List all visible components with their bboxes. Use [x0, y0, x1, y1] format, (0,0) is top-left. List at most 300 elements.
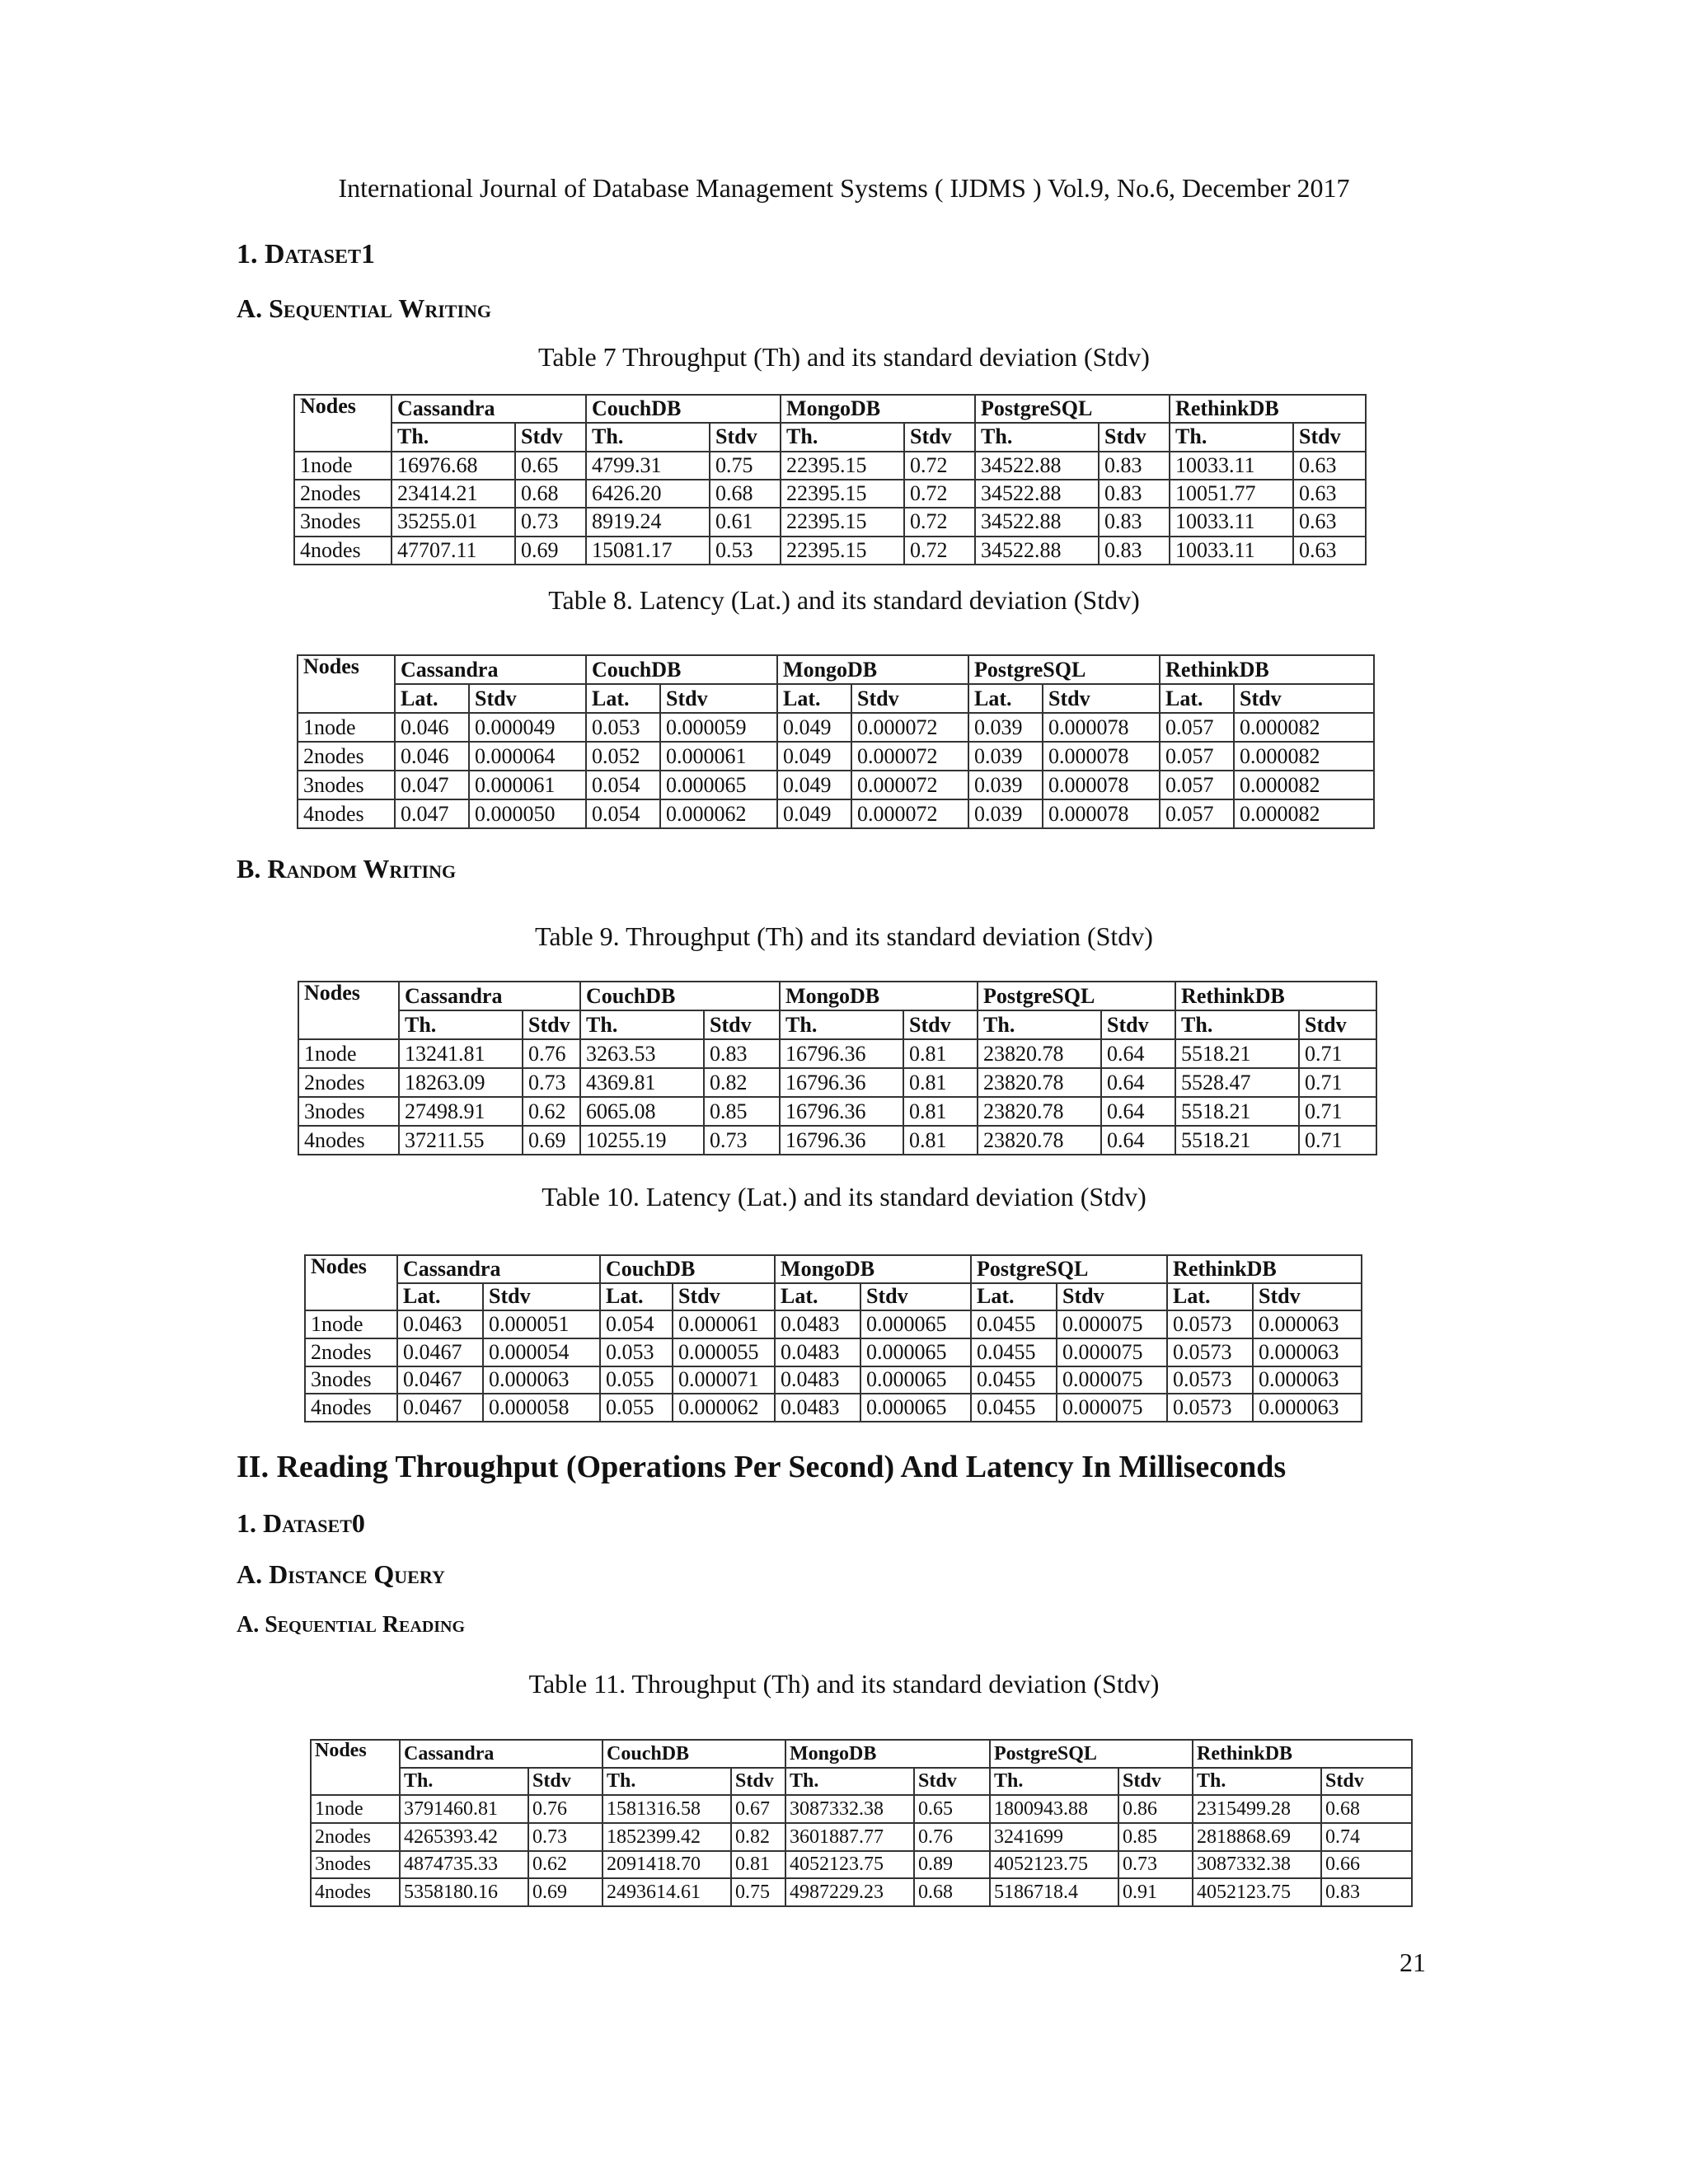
table-cell: 10051.77 — [1170, 480, 1293, 508]
subheader-cell: Th. — [392, 423, 515, 451]
table-cell: 23820.78 — [978, 1126, 1101, 1155]
subheader-cell: Lat. — [600, 1283, 673, 1311]
table-cell: 0.75 — [731, 1878, 785, 1906]
table-cell: 0.0573 — [1167, 1394, 1253, 1422]
table-cell: 0.62 — [523, 1097, 580, 1126]
page-number: 21 — [1400, 1947, 1426, 1977]
header-db: PostgreSQL — [978, 982, 1175, 1010]
subheader-cell: Stdv — [1101, 1010, 1175, 1039]
table-cell: 0.63 — [1293, 508, 1366, 536]
heading-dataset0: 1. Dataset0 — [237, 1508, 365, 1538]
header-db: CouchDB — [600, 1255, 775, 1283]
table-cell: 0.66 — [1321, 1851, 1412, 1879]
table-cell: 0.000082 — [1234, 713, 1374, 742]
header-db: PostgreSQL — [975, 395, 1170, 423]
subheader-cell: Stdv — [673, 1283, 775, 1311]
subheader-row — [294, 423, 1366, 451]
table-cell: 0.000062 — [673, 1394, 775, 1422]
table-cell: 1800943.88 — [990, 1795, 1118, 1823]
table-cell: 13241.81 — [399, 1039, 523, 1068]
table-cell: 0.82 — [704, 1068, 780, 1097]
table-cell: 0.73 — [704, 1126, 780, 1155]
row-label: 1node — [298, 1039, 399, 1068]
header-db: Cassandra — [395, 655, 586, 684]
table-cell: 4874735.33 — [400, 1851, 528, 1879]
table-cell: 4987229.23 — [785, 1878, 914, 1906]
subheader-cell: Stdv — [710, 423, 781, 451]
table-cell: 0.000078 — [1043, 713, 1160, 742]
subheader-cell: Stdv — [483, 1283, 600, 1311]
table-cell: 0.0467 — [397, 1366, 483, 1394]
row-label: 4nodes — [305, 1394, 397, 1422]
subheader-cell: Stdv — [1099, 423, 1170, 451]
table-cell: 0.053 — [600, 1338, 673, 1366]
table-cell: 0.057 — [1160, 771, 1234, 799]
table-cell: 34522.88 — [975, 452, 1099, 480]
table-cell: 5358180.16 — [400, 1878, 528, 1906]
table-row — [311, 1851, 1412, 1879]
table-row — [311, 1823, 1412, 1851]
table-cell: 23414.21 — [392, 480, 515, 508]
table-cell: 0.054 — [600, 1310, 673, 1338]
table-cell: 0.000061 — [673, 1310, 775, 1338]
table-cell: 0.0455 — [971, 1366, 1057, 1394]
table-cell: 0.000063 — [1253, 1338, 1362, 1366]
table-cell: 0.0467 — [397, 1338, 483, 1366]
table-cell: 4799.31 — [586, 452, 710, 480]
table-cell: 0.71 — [1299, 1068, 1376, 1097]
table-cell: 2493614.61 — [603, 1878, 731, 1906]
subheader-cell: Th. — [1193, 1768, 1321, 1796]
table-cell: 0.68 — [914, 1878, 990, 1906]
subheader-cell: Th. — [399, 1010, 523, 1039]
subheader-cell: Stdv — [515, 423, 586, 451]
table-cell: 0.64 — [1101, 1039, 1175, 1068]
table-11-throughput — [310, 1739, 1413, 1907]
table-cell: 3241699 — [990, 1823, 1118, 1851]
table-cell: 0.71 — [1299, 1039, 1376, 1068]
table-cell: 0.000078 — [1043, 799, 1160, 828]
table-cell: 0.000063 — [1253, 1366, 1362, 1394]
table-cell: 0.0483 — [775, 1338, 860, 1366]
table-row — [311, 1878, 1412, 1906]
table-row — [298, 742, 1374, 771]
subheader-cell: Stdv — [903, 1010, 978, 1039]
table-cell: 0.000065 — [860, 1366, 971, 1394]
table-cell: 0.75 — [710, 452, 781, 480]
table-cell: 0.049 — [777, 771, 851, 799]
table-cell: 0.71 — [1299, 1126, 1376, 1155]
subheader-cell: Th. — [975, 423, 1099, 451]
header-db: RethinkDB — [1167, 1255, 1362, 1283]
table-cell: 0.046 — [395, 713, 469, 742]
subheader-cell: Stdv — [1118, 1768, 1193, 1796]
table-cell: 22395.15 — [781, 537, 904, 565]
table-row — [305, 1366, 1362, 1394]
table-cell: 16796.36 — [780, 1126, 903, 1155]
subheader-cell: Lat. — [1160, 684, 1234, 713]
table-cell: 0.039 — [968, 771, 1043, 799]
table-cell: 2315499.28 — [1193, 1795, 1321, 1823]
table-cell: 5518.21 — [1175, 1097, 1299, 1126]
subheader-cell: Lat. — [968, 684, 1043, 713]
table-cell: 0.73 — [515, 508, 586, 536]
table-cell: 0.61 — [710, 508, 781, 536]
table-cell: 0.63 — [1293, 537, 1366, 565]
running-header: International Journal of Database Management Systems ( IJDMS ) Vol.9, No.6, December 2017 — [338, 173, 1350, 203]
heading-sequential-reading: A. Sequential Reading — [237, 1612, 466, 1638]
table-cell: 0.0573 — [1167, 1310, 1253, 1338]
subheader-cell: Stdv — [1321, 1768, 1412, 1796]
table-cell: 0.81 — [903, 1097, 978, 1126]
table-cell: 0.000065 — [860, 1310, 971, 1338]
row-label: 2nodes — [294, 480, 392, 508]
table-cell: 0.000065 — [860, 1394, 971, 1422]
table-cell: 0.83 — [704, 1039, 780, 1068]
table-cell: 0.000078 — [1043, 771, 1160, 799]
table-cell: 0.0467 — [397, 1394, 483, 1422]
table-cell: 0.000063 — [483, 1366, 600, 1394]
table-cell: 0.76 — [528, 1795, 603, 1823]
subheader-cell: Lat. — [777, 684, 851, 713]
table-cell: 0.69 — [523, 1126, 580, 1155]
header-db: PostgreSQL — [971, 1255, 1167, 1283]
table-cell: 0.73 — [1118, 1851, 1193, 1879]
table-cell: 0.054 — [586, 799, 660, 828]
table-cell: 16796.36 — [780, 1068, 903, 1097]
table-cell: 0.0483 — [775, 1366, 860, 1394]
heading-distance-query: A. Distance Query — [237, 1559, 445, 1589]
row-label: 4nodes — [298, 799, 395, 828]
table-cell: 0.000071 — [673, 1366, 775, 1394]
table-cell: 0.049 — [777, 799, 851, 828]
table-cell: 0.0455 — [971, 1394, 1057, 1422]
table-cell: 0.000055 — [673, 1338, 775, 1366]
subheader-cell: Stdv — [1234, 684, 1374, 713]
table-row — [298, 799, 1374, 828]
table-cell: 0.81 — [731, 1851, 785, 1879]
table-cell: 6065.08 — [580, 1097, 704, 1126]
table-cell: 0.65 — [914, 1795, 990, 1823]
row-label: 1node — [311, 1795, 400, 1823]
subheader-cell: Stdv — [860, 1283, 971, 1311]
subheader-cell: Th. — [580, 1010, 704, 1039]
header-db: MongoDB — [780, 982, 978, 1010]
table-cell: 5518.21 — [1175, 1039, 1299, 1068]
table-row — [298, 1097, 1376, 1126]
table-row — [298, 713, 1374, 742]
table-cell: 0.0573 — [1167, 1366, 1253, 1394]
table-cell: 3263.53 — [580, 1039, 704, 1068]
subheader-cell: Stdv — [704, 1010, 780, 1039]
header-row — [311, 1740, 1412, 1768]
table-row — [294, 537, 1366, 565]
table-cell: 0.053 — [586, 713, 660, 742]
subheader-cell: Th. — [785, 1768, 914, 1796]
table-cell: 0.68 — [515, 480, 586, 508]
table-cell: 37211.55 — [399, 1126, 523, 1155]
table-cell: 0.64 — [1101, 1097, 1175, 1126]
table-cell: 0.83 — [1321, 1878, 1412, 1906]
table-cell: 35255.01 — [392, 508, 515, 536]
table-row — [305, 1394, 1362, 1422]
caption-table-9: Table 9. Throughput (Th) and its standard deviation (Stdv) — [535, 921, 1153, 951]
table-cell: 0.72 — [904, 480, 975, 508]
table-cell: 0.049 — [777, 742, 851, 771]
table-cell: 23820.78 — [978, 1097, 1101, 1126]
table-cell: 0.000063 — [1253, 1394, 1362, 1422]
header-db: MongoDB — [785, 1740, 990, 1768]
table-cell: 10255.19 — [580, 1126, 704, 1155]
row-label: 4nodes — [311, 1878, 400, 1906]
subheader-cell: Th. — [603, 1768, 731, 1796]
table-cell: 18263.09 — [399, 1068, 523, 1097]
table-cell: 0.057 — [1160, 713, 1234, 742]
table-cell: 0.000059 — [660, 713, 777, 742]
header-row — [298, 982, 1376, 1010]
table-cell: 0.85 — [704, 1097, 780, 1126]
table-cell: 0.85 — [1118, 1823, 1193, 1851]
header-db: Cassandra — [392, 395, 586, 423]
table-cell: 0.000072 — [851, 771, 968, 799]
table-cell: 0.89 — [914, 1851, 990, 1879]
table-cell: 0.91 — [1118, 1878, 1193, 1906]
row-label: 1node — [298, 713, 395, 742]
table-row — [305, 1338, 1362, 1366]
row-label: 2nodes — [305, 1338, 397, 1366]
table-cell: 0.0483 — [775, 1310, 860, 1338]
table-cell: 0.69 — [528, 1878, 603, 1906]
table-cell: 0.0463 — [397, 1310, 483, 1338]
header-nodes: Nodes — [294, 395, 392, 452]
subheader-cell: Stdv — [1043, 684, 1160, 713]
table-cell: 10033.11 — [1170, 508, 1293, 536]
row-label: 1node — [294, 452, 392, 480]
table-cell: 0.83 — [1099, 508, 1170, 536]
row-label: 3nodes — [298, 771, 395, 799]
table-cell: 3601887.77 — [785, 1823, 914, 1851]
subheader-cell: Lat. — [586, 684, 660, 713]
table-cell: 6426.20 — [586, 480, 710, 508]
table-row — [298, 1068, 1376, 1097]
header-db: MongoDB — [775, 1255, 971, 1283]
table-cell: 10033.11 — [1170, 452, 1293, 480]
row-label: 2nodes — [298, 1068, 399, 1097]
subheader-cell: Stdv — [1293, 423, 1366, 451]
table-cell: 2091418.70 — [603, 1851, 731, 1879]
table-cell: 0.057 — [1160, 742, 1234, 771]
table-cell: 1852399.42 — [603, 1823, 731, 1851]
header-db: RethinkDB — [1175, 982, 1376, 1010]
table-cell: 4265393.42 — [400, 1823, 528, 1851]
table-cell: 8919.24 — [586, 508, 710, 536]
header-row — [298, 655, 1374, 684]
subheader-cell: Stdv — [469, 684, 586, 713]
table-cell: 0.047 — [395, 771, 469, 799]
header-db: PostgreSQL — [968, 655, 1160, 684]
table-cell: 23820.78 — [978, 1039, 1101, 1068]
table-cell: 0.000078 — [1043, 742, 1160, 771]
table-cell: 15081.17 — [586, 537, 710, 565]
table-cell: 0.057 — [1160, 799, 1234, 828]
header-nodes: Nodes — [298, 655, 395, 713]
table-cell: 1581316.58 — [603, 1795, 731, 1823]
subheader-cell: Th. — [990, 1768, 1118, 1796]
table-cell: 0.0573 — [1167, 1338, 1253, 1366]
table-cell: 0.000075 — [1057, 1394, 1167, 1422]
subheader-cell: Th. — [1170, 423, 1293, 451]
subheader-cell: Stdv — [523, 1010, 580, 1039]
caption-table-7: Table 7 Throughput (Th) and its standard deviation (Stdv) — [538, 342, 1150, 372]
row-label: 4nodes — [298, 1126, 399, 1155]
table-7-throughput — [293, 394, 1367, 565]
table-cell: 0.73 — [528, 1823, 603, 1851]
table-cell: 0.000072 — [851, 799, 968, 828]
table-cell: 0.000075 — [1057, 1338, 1167, 1366]
subheader-row — [298, 684, 1374, 713]
table-cell: 0.83 — [1099, 537, 1170, 565]
table-cell: 16796.36 — [780, 1039, 903, 1068]
row-label: 2nodes — [298, 742, 395, 771]
header-db: Cassandra — [397, 1255, 600, 1283]
table-cell: 0.046 — [395, 742, 469, 771]
header-db: MongoDB — [781, 395, 975, 423]
table-row — [298, 771, 1374, 799]
table-cell: 22395.15 — [781, 452, 904, 480]
row-label: 2nodes — [311, 1823, 400, 1851]
table-cell: 0.72 — [904, 537, 975, 565]
table-cell: 0.69 — [515, 537, 586, 565]
table-cell: 0.000072 — [851, 742, 968, 771]
row-label: 4nodes — [294, 537, 392, 565]
table-cell: 0.000049 — [469, 713, 586, 742]
header-db: PostgreSQL — [990, 1740, 1193, 1768]
header-db: RethinkDB — [1170, 395, 1366, 423]
header-db: RethinkDB — [1193, 1740, 1412, 1768]
table-cell: 0.0455 — [971, 1310, 1057, 1338]
table-cell: 0.047 — [395, 799, 469, 828]
subheader-cell: Lat. — [397, 1283, 483, 1311]
table-cell: 0.86 — [1118, 1795, 1193, 1823]
table-cell: 16976.68 — [392, 452, 515, 480]
table-cell: 0.000054 — [483, 1338, 600, 1366]
subheader-cell: Th. — [781, 423, 904, 451]
table-cell: 0.62 — [528, 1851, 603, 1879]
subheader-cell: Th. — [400, 1768, 528, 1796]
subheader-cell: Stdv — [851, 684, 968, 713]
subheader-cell: Stdv — [1057, 1283, 1167, 1311]
subheader-cell: Th. — [1175, 1010, 1299, 1039]
subheader-cell: Th. — [586, 423, 710, 451]
table-cell: 22395.15 — [781, 508, 904, 536]
header-nodes: Nodes — [305, 1255, 397, 1310]
table-row — [294, 508, 1366, 536]
row-label: 3nodes — [311, 1851, 400, 1879]
table-row — [311, 1795, 1412, 1823]
table-cell: 0.83 — [1099, 480, 1170, 508]
header-db: MongoDB — [777, 655, 968, 684]
header-db: CouchDB — [586, 655, 777, 684]
subheader-cell: Th. — [978, 1010, 1101, 1039]
heading-reading-throughput: II. Reading Throughput (Operations Per Second) And Latency In Milliseconds — [237, 1450, 1287, 1484]
caption-table-10: Table 10. Latency (Lat.) and its standard deviation (Stdv) — [542, 1182, 1146, 1212]
table-cell: 0.000065 — [860, 1338, 971, 1366]
table-cell: 0.000082 — [1234, 799, 1374, 828]
table-cell: 5186718.4 — [990, 1878, 1118, 1906]
table-cell: 3087332.38 — [1193, 1851, 1321, 1879]
subheader-cell: Stdv — [1253, 1283, 1362, 1311]
row-label: 3nodes — [298, 1097, 399, 1126]
table-cell: 47707.11 — [392, 537, 515, 565]
table-cell: 4369.81 — [580, 1068, 704, 1097]
table-cell: 0.000050 — [469, 799, 586, 828]
table-row — [298, 1039, 1376, 1068]
table-cell: 3791460.81 — [400, 1795, 528, 1823]
caption-table-8: Table 8. Latency (Lat.) and its standard deviation (Stdv) — [548, 585, 1140, 615]
table-cell: 0.000061 — [469, 771, 586, 799]
table-cell: 0.000064 — [469, 742, 586, 771]
heading-random-writing: B. Random Writing — [237, 854, 457, 883]
table-cell: 0.000061 — [660, 742, 777, 771]
table-cell: 0.72 — [904, 508, 975, 536]
row-label: 1node — [305, 1310, 397, 1338]
table-cell: 0.039 — [968, 742, 1043, 771]
row-label: 3nodes — [305, 1366, 397, 1394]
header-nodes: Nodes — [298, 982, 399, 1039]
subheader-cell: Stdv — [904, 423, 975, 451]
header-row — [305, 1255, 1362, 1283]
header-nodes: Nodes — [311, 1740, 400, 1795]
table-cell: 0.76 — [523, 1039, 580, 1068]
table-cell: 0.054 — [586, 771, 660, 799]
header-db: Cassandra — [399, 982, 580, 1010]
table-cell: 0.000063 — [1253, 1310, 1362, 1338]
table-cell: 0.000065 — [660, 771, 777, 799]
table-cell: 3087332.38 — [785, 1795, 914, 1823]
table-row — [305, 1310, 1362, 1338]
table-cell: 0.74 — [1321, 1823, 1412, 1851]
subheader-cell: Stdv — [1299, 1010, 1376, 1039]
table-cell: 0.72 — [904, 452, 975, 480]
table-cell: 0.83 — [1099, 452, 1170, 480]
table-cell: 0.81 — [903, 1039, 978, 1068]
subheader-cell: Lat. — [775, 1283, 860, 1311]
table-cell: 0.73 — [523, 1068, 580, 1097]
header-db: CouchDB — [580, 982, 780, 1010]
subheader-cell: Lat. — [395, 684, 469, 713]
table-cell: 34522.88 — [975, 508, 1099, 536]
table-cell: 0.0455 — [971, 1338, 1057, 1366]
table-row — [298, 1126, 1376, 1155]
header-db: Cassandra — [400, 1740, 603, 1768]
table-8-latency — [297, 654, 1375, 829]
subheader-cell: Lat. — [971, 1283, 1057, 1311]
subheader-cell: Th. — [780, 1010, 903, 1039]
table-cell: 0.68 — [710, 480, 781, 508]
table-cell: 0.000082 — [1234, 742, 1374, 771]
heading-sequential-writing: A. Sequential Writing — [237, 293, 492, 323]
table-cell: 5518.21 — [1175, 1126, 1299, 1155]
table-cell: 0.71 — [1299, 1097, 1376, 1126]
table-cell: 16796.36 — [780, 1097, 903, 1126]
table-cell: 0.000058 — [483, 1394, 600, 1422]
subheader-cell: Stdv — [660, 684, 777, 713]
table-cell: 0.000082 — [1234, 771, 1374, 799]
table-cell: 2818868.69 — [1193, 1823, 1321, 1851]
table-cell: 0.052 — [586, 742, 660, 771]
table-cell: 5528.47 — [1175, 1068, 1299, 1097]
table-cell: 22395.15 — [781, 480, 904, 508]
